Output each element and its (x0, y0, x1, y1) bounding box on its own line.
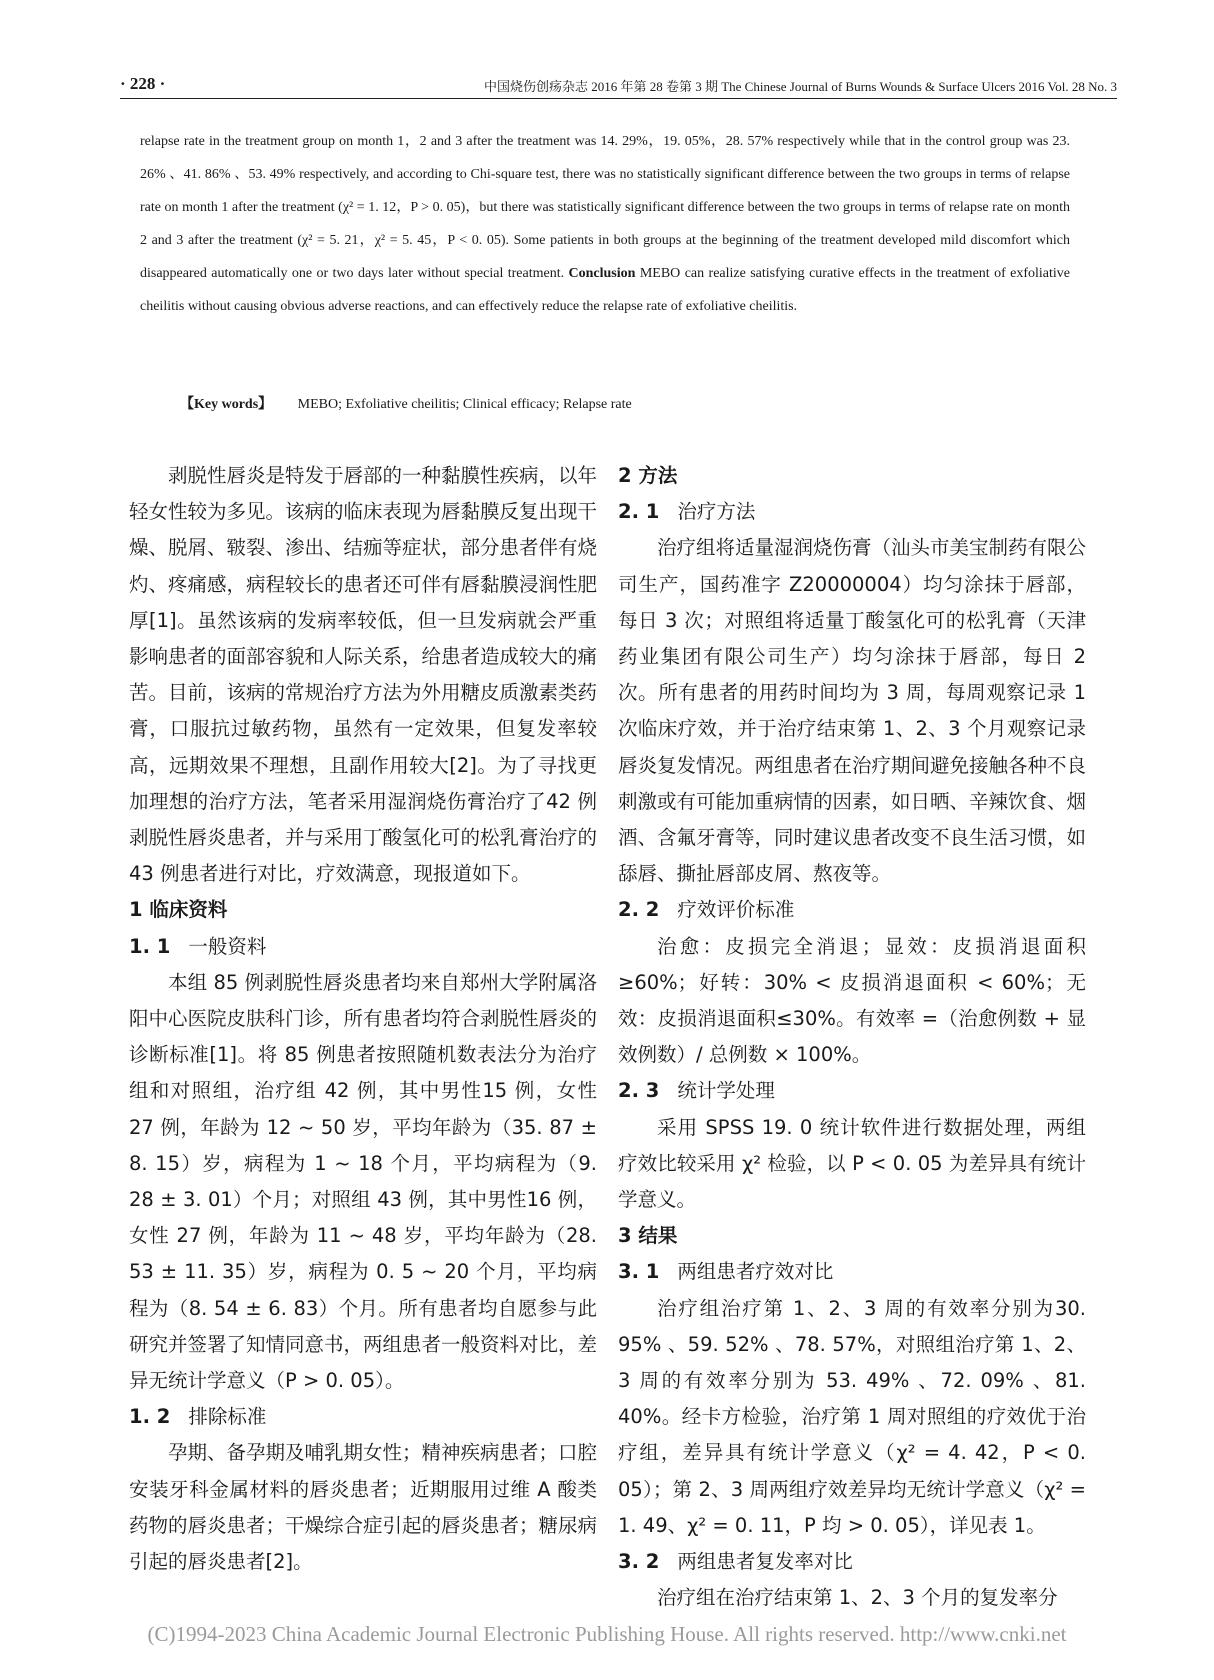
subsection-2-2-heading (618, 892, 1086, 928)
conclusion-text: MEBO can realize satisfying curative effects in the treatment of exfoliative cheilitis without causing obvious adverse reactions, and can effectively reduce the relapse rate of exfoliative cheilitis. (140, 266, 1071, 314)
subsection-1-2-heading (129, 1399, 597, 1435)
subsection-number: 3. 1 (618, 1260, 660, 1284)
subsection-number: 2. 2 (618, 898, 660, 922)
journal-running-title: 中国烧伤创疡杂志 2016 年第 28 卷第 3 期 The Chinese Journal of Burns Wounds & Surface Ulcers 2016 Vol. 28 No. 3 (483, 79, 1117, 94)
subsection-title: 一般资料 (188, 934, 267, 958)
intro-paragraph: 剥脱性唇炎是特发于唇部的一种黏膜性疾病，以年轻女性较为多见。该病的临床表现为唇黏膜反复出现干燥、脱屑、皲裂、渗出、结痂等症状，部分患者伴有烧灼、疼痛感，病程较长的患者还可伴有唇黏膜浸润性肥厚[1]。虽然该病的发病率较低，但一旦发病就会严重影响患者的面部容貌和人际关系，给患者造成较大的痛苦。目前，该病的常规治疗方法为外用糖皮质激素类药膏，口服抗过敏药物，虽然有一定效果，但复发率较高，远期效果不理想，且副作用较大[2]。为了寻找更加理想的治疗方法，笔者采用湿润烧伤膏治疗了42 例剥脱性唇炎患者，并与采用丁酸氢化可的松乳膏治疗的 43 例患者进行对比，疗效满意，现报道如下。 (129, 464, 598, 886)
subsection-number: 2. 3 (618, 1079, 660, 1103)
conclusion-label: Conclusion (568, 266, 636, 281)
subsection-3-2-text: 治疗组在治疗结束第 1、2、3 个月的复发率分 (657, 1586, 1058, 1610)
subsection-1-2-text: 孕期、备孕期及哺乳期女性；精神疾病患者；口腔安装牙科金属材料的唇炎患者；近期服用过维 A 酸类药物的唇炎患者；干燥综合症引起的唇炎患者；糖尿病引起的唇炎患者[2]。 (129, 1441, 598, 1574)
section-2-title: 2 方法 (618, 464, 678, 487)
subsection-title: 排除标准 (188, 1405, 267, 1429)
subsection-title: 统计学处理 (677, 1079, 775, 1103)
subsection-2-3-heading (618, 1073, 1086, 1109)
keywords-label: 【Key words】 (180, 397, 273, 412)
subsection-2-1-heading (618, 494, 1086, 530)
abstract-continuation (140, 125, 1070, 323)
subsection-1-1-heading (129, 929, 597, 965)
subsection-3-2-heading (618, 1544, 1086, 1580)
subsection-number: 3. 2 (618, 1550, 660, 1574)
subsection-3-1-text: 治疗组治疗第 1、2、3 周的有效率分别为30. 95% 、59. 52% 、78. 57%，对照组治疗第 1、2、3 周的有效率分别为 53. 49% 、72. 09% 、81. 40%。经卡方检验，治疗第 1 周对照组的疗效优于治疗组，差异具有统计学意义（χ² = 4. 42，P < 0. 05）；第 2、3 周两组疗效差异均无统计学意义（χ² = 1. 49、χ² = 0. 11，P 均 > 0. 05），详见表 1。 (618, 1296, 1086, 1537)
section-3-title: 3 结果 (618, 1224, 678, 1248)
page-header (120, 70, 1117, 99)
subsection-3-1-heading (618, 1254, 1086, 1290)
copyright-footer: (C)1994-2023 China Academic Journal Electronic Publishing House. All rights reserved. http://www.cnki.net (147, 1622, 1067, 1646)
subsection-title: 治疗方法 (677, 500, 756, 524)
subsection-number: 1. 2 (129, 1405, 171, 1429)
keywords-text: MEBO; Exfoliative cheilitis; Clinical efficacy; Relapse rate (297, 397, 632, 412)
subsection-1-1-text: 本组 85 例剥脱性唇炎患者均来自郑州大学附属洛阳中心医院皮肤科门诊，所有患者均符合剥脱性唇炎的诊断标准[1]。将 85 例患者按照随机数表法分为治疗组和对照组，治疗组 42 例，其中男性15 例，女性 27 例，年龄为 12 ~ 50 岁，平均年龄为（35. 87 ± 8. 15）岁，病程为 1 ~ 18 个月，平均病程为（9. 28 ± 3. 01）个月；对照组 43 例，其中男性16 例，女性 27 例，年龄为 11 ~ 48 岁，平均年龄为（28. 53 ± 11. 35）岁，病程为 0. 5 ~ 20 个月，平均病程为（8. 54 ± 6. 83）个月。所有患者均自愿参与此研究并签署了知情同意书，两组患者一般资料对比，差异无统计学意义（P > 0. 05）。 (129, 970, 598, 1393)
abstract-results-text: relapse rate in the treatment group on month 1，2 and 3 after the treatment was 14. 29%，19. 05%，28. 57% respectively while that in the control group was 23. 26% 、41. 86% 、53. 49% respectively, and according to Chi-square test, there was no statistically significant difference between the two groups in terms of relapse rate on month 1 after the treatment (χ² = 1. 12，P > 0. 05)，but there was statistically significant difference between the two groups in terms of relapse rate on month 2 and 3 after the treatment (χ² = 5. 21，χ² = 5. 45，P < 0. 05). Some patients in both groups at the beginning of the treatment developed mild discomfort which disappeared automatically one or two days later without special treatment. (140, 134, 1070, 281)
section-1-title: 1 临床资料 (129, 898, 228, 922)
right-column (618, 458, 1086, 1617)
subsection-number: 2. 1 (618, 500, 660, 524)
subsection-title: 两组患者疗效对比 (677, 1260, 834, 1284)
subsection-2-3-text: 采用 SPSS 19. 0 统计软件进行数据处理，两组疗效比较采用 χ² 检验，以 P < 0. 05 为差异具有统计学意义。 (618, 1115, 1086, 1212)
subsection-2-2-text: 治愈：皮损完全消退；显效：皮损消退面积≥60%；好转：30% < 皮损消退面积 < 60%；无效：皮损消退面积≤30%。有效率 =（治愈例数 + 显效例数）/ 总例数 × 100%。 (618, 934, 1086, 1067)
keywords-line (180, 393, 1070, 413)
page-number: · 228 · (120, 74, 166, 93)
left-column (129, 458, 597, 1580)
subsection-2-1-text: 治疗组将适量湿润烧伤膏（汕头市美宝制药有限公司生产，国药准字 Z20000004）均匀涂抹于唇部，每日 3 次；对照组将适量丁酸氢化可的松乳膏（天津药业集团有限公司生产）均匀涂抹于唇部，每日 2 次。所有患者的用药时间均为 3 周，每周观察记录 1 次临床疗效，并于治疗结束第 1、2、3 个月观察记录唇炎复发情况。两组患者在治疗期间避免接触各种不良刺激或有可能加重病情的因素，如日晒、辛辣饮食、烟酒、含氟牙膏等，同时建议患者改变不良生活习惯，如舔唇、撕扯唇部皮屑、熬夜等。 (618, 536, 1087, 886)
subsection-number: 1. 1 (129, 934, 171, 958)
subsection-title: 两组患者复发率对比 (677, 1550, 853, 1574)
subsection-title: 疗效评价标准 (677, 898, 795, 922)
